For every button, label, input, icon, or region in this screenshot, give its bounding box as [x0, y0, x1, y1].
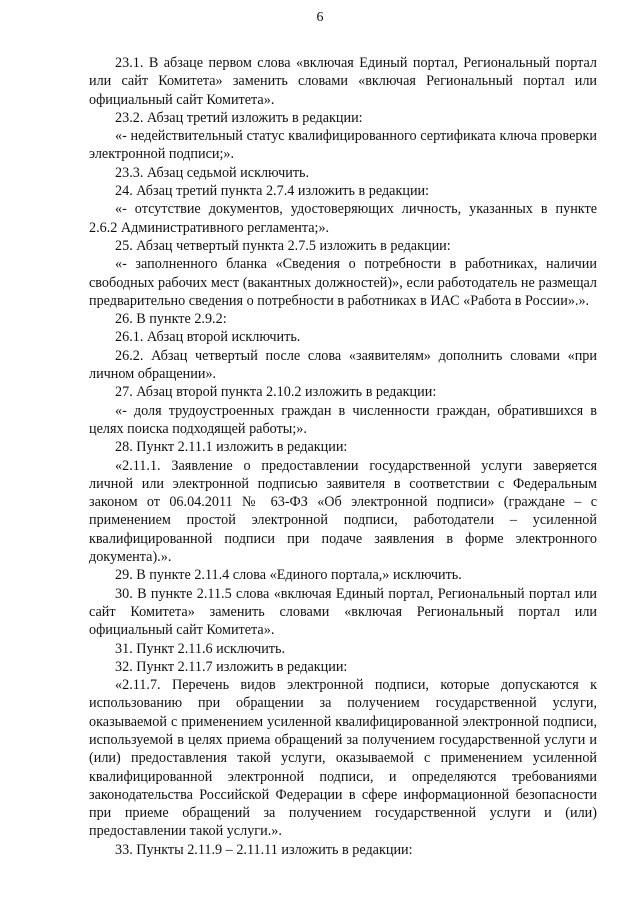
quote-23-2: «- недействительный статус квалифицированного сертификата ключа проверки электронной подписи;».	[89, 128, 597, 163]
quote-28: «2.11.1. Заявление о предоставлении государственной услуги заверяется личной или электронной подписью заявителя в соответствии с Федеральным законом от 06.04.2011 № 63-ФЗ «Об электронной подписи» (граждане – с применением простой электронной подписи, работодатели – усиленной квалифицированной подписи при подаче заявления в форме электронного документа).».	[89, 457, 597, 566]
quote-24: «- отсутствие документов, удостоверяющих личность, указанных в пункте 2.6.2 Административного регламента;».	[89, 201, 597, 236]
paragraph-33: 33. Пункты 2.11.9 – 2.11.11 изложить в редакции:	[115, 841, 413, 858]
paragraph-23-2: 23.2. Абзац третий изложить в редакции:	[115, 109, 363, 126]
paragraph-27: 27. Абзац второй пункта 2.10.2 изложить в редакции:	[115, 384, 437, 401]
page-number: 6	[316, 10, 324, 25]
paragraph-23-1: 23.1. В абзаце первом слова «включая Единый портал, Региональный портал или сайт Комитета» заменить словами «включая Региональный портал или официальный сайт Комитета».	[89, 55, 597, 108]
paragraph-28: 28. Пункт 2.11.1 изложить в редакции:	[115, 439, 348, 456]
paragraph-26: 26. В пункте 2.9.2:	[115, 311, 227, 328]
paragraph-30: 30. В пункте 2.11.5 слова «включая Единый портал, Региональный портал или сайт Комитета» заменить словами «включая Региональный портал или официальный сайт Комитета».	[89, 585, 597, 639]
paragraph-26-1: 26.1. Абзац второй исключить.	[115, 329, 301, 346]
paragraph-25: 25. Абзац четвертый пункта 2.7.5 изложить в редакции:	[115, 237, 451, 254]
paragraph-31: 31. Пункт 2.11.6 исключить.	[115, 640, 286, 657]
paragraph-23-3: 23.3. Абзац седьмой исключить.	[115, 164, 310, 181]
quote-25: «- заполненного бланка «Сведения о потребности в работниках, наличии свободных рабочих мест (вакантных должностей)», если работодатель не размещал предварительно сведения о потребности в работниках в ИАС «Работа в России».».	[89, 256, 597, 309]
paragraph-29: 29. В пункте 2.11.4 слова «Единого портала,» исключить.	[115, 567, 462, 584]
document-body	[89, 54, 597, 859]
paragraph-24: 24. Абзац третий пункта 2.7.4 изложить в редакции:	[115, 183, 430, 200]
quote-27: «- доля трудоустроенных граждан в численности граждан, обратившихся в целях поиска подходящей работы;».	[89, 402, 597, 437]
quote-32: «2.11.7. Перечень видов электронной подписи, которые допускаются к использованию при обращении за получением государственной услуги, оказываемой с применением усиленной квалифицированной электронной подписи, используемой в целях приема обращений за получением государственной услуги и (или) предоставления такой услуги, оказываемой с применением усиленной квалифицированной электронной подписи, и определяются требованиями законодательства Российской Федерации в сфере информационной безопасности при приеме обращений за получением государственной услуги и (или) предоставлении такой услуги.».	[89, 677, 597, 840]
paragraph-32: 32. Пункт 2.11.7 изложить в редакции:	[115, 658, 348, 675]
paragraph-26-2: 26.2. Абзац четвертый после слова «заявителям» дополнить словами «при личном обращении».	[89, 347, 597, 383]
